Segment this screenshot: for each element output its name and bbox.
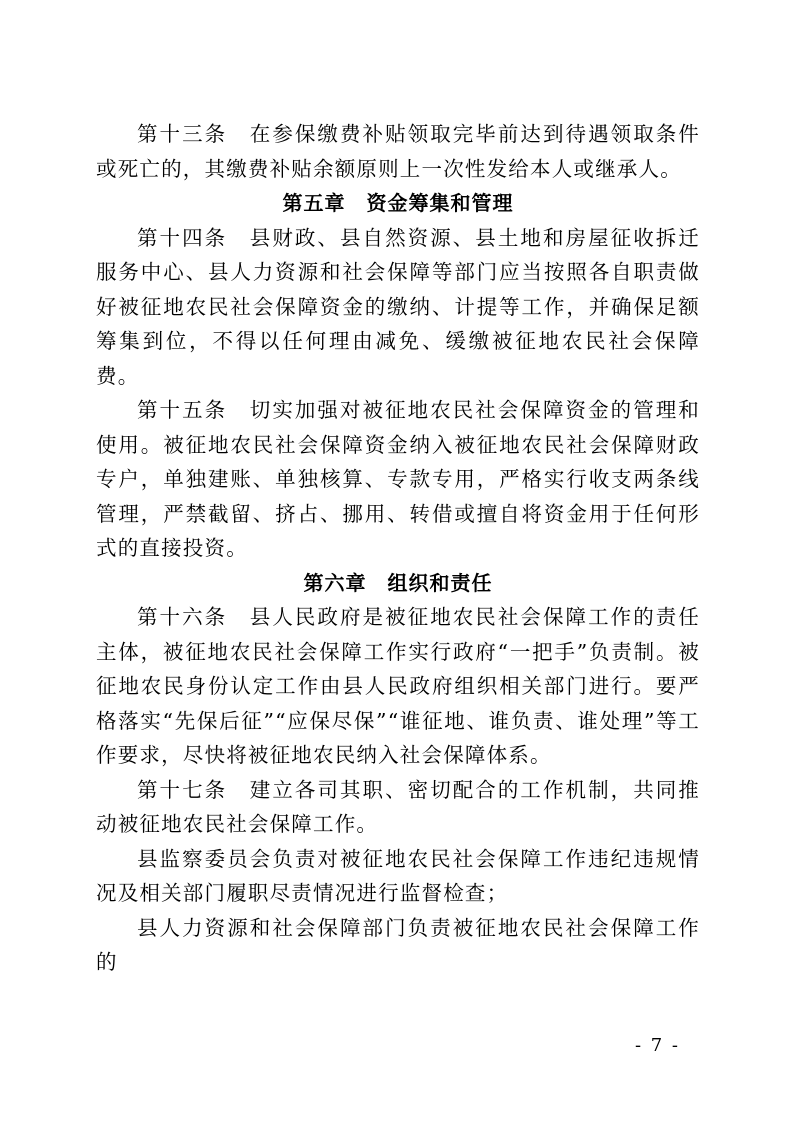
article-17-hr-clause: 县人力资源和社会保障部门负责被征地农民社会保障工作的 — [96, 915, 700, 974]
chapter-6-heading: 第六章 组织和责任 — [303, 570, 493, 595]
chapter-5-heading: 第五章 资金筹集和管理 — [282, 191, 514, 215]
article-13: 第十三条 在参保缴费补贴领取完毕前达到待遇领取条件或死亡的，其缴费补贴余额原则上一次性发给本人或继承人。 — [96, 122, 700, 181]
article-17: 第十七条 建立各司其职、密切配合的工作机制，共同推动被征地农民社会保障工作。 — [96, 777, 700, 836]
article-14: 第十四条 县财政、县自然资源、县土地和房屋征收拆迁服务中心、县人力资源和社会保障等部门应当按照各自职责做好被征地农民社会保障资金的缴纳、计提等工作，并确保足额筹集到位，不得以任何理由减免、缓缴被征地农民社会保障费。 — [96, 225, 700, 388]
article-17-supervision-clause: 县监察委员会负责对被征地农民社会保障工作违纪违规情况及相关部门履职尽责情况进行监督检查； — [96, 846, 700, 905]
article-15: 第十五条 切实加强对被征地农民社会保障资金的管理和使用。被征地农民社会保障资金纳入被征地农民社会保障财政专户，单独建账、单独核算、专款专用，严格实行收支两条线管理，严禁截留、挤占、挪用、转借或擅自将资金用于任何形式的直接投资。 — [96, 398, 700, 560]
page-number: - 7 - — [634, 1035, 680, 1056]
article-16: 第十六条 县人民政府是被征地农民社会保障工作的责任主体，被征地农民社会保障工作实行政府“一把手”负责制。被征地农民身份认定工作由县人民政府组织相关部门进行。要严格落实“先保后征”“应保尽保”“谁征地、谁负责、谁处理”等工作要求，尽快将被征地农民纳入社会保障体系。 — [96, 605, 700, 767]
document-body — [96, 117, 700, 980]
